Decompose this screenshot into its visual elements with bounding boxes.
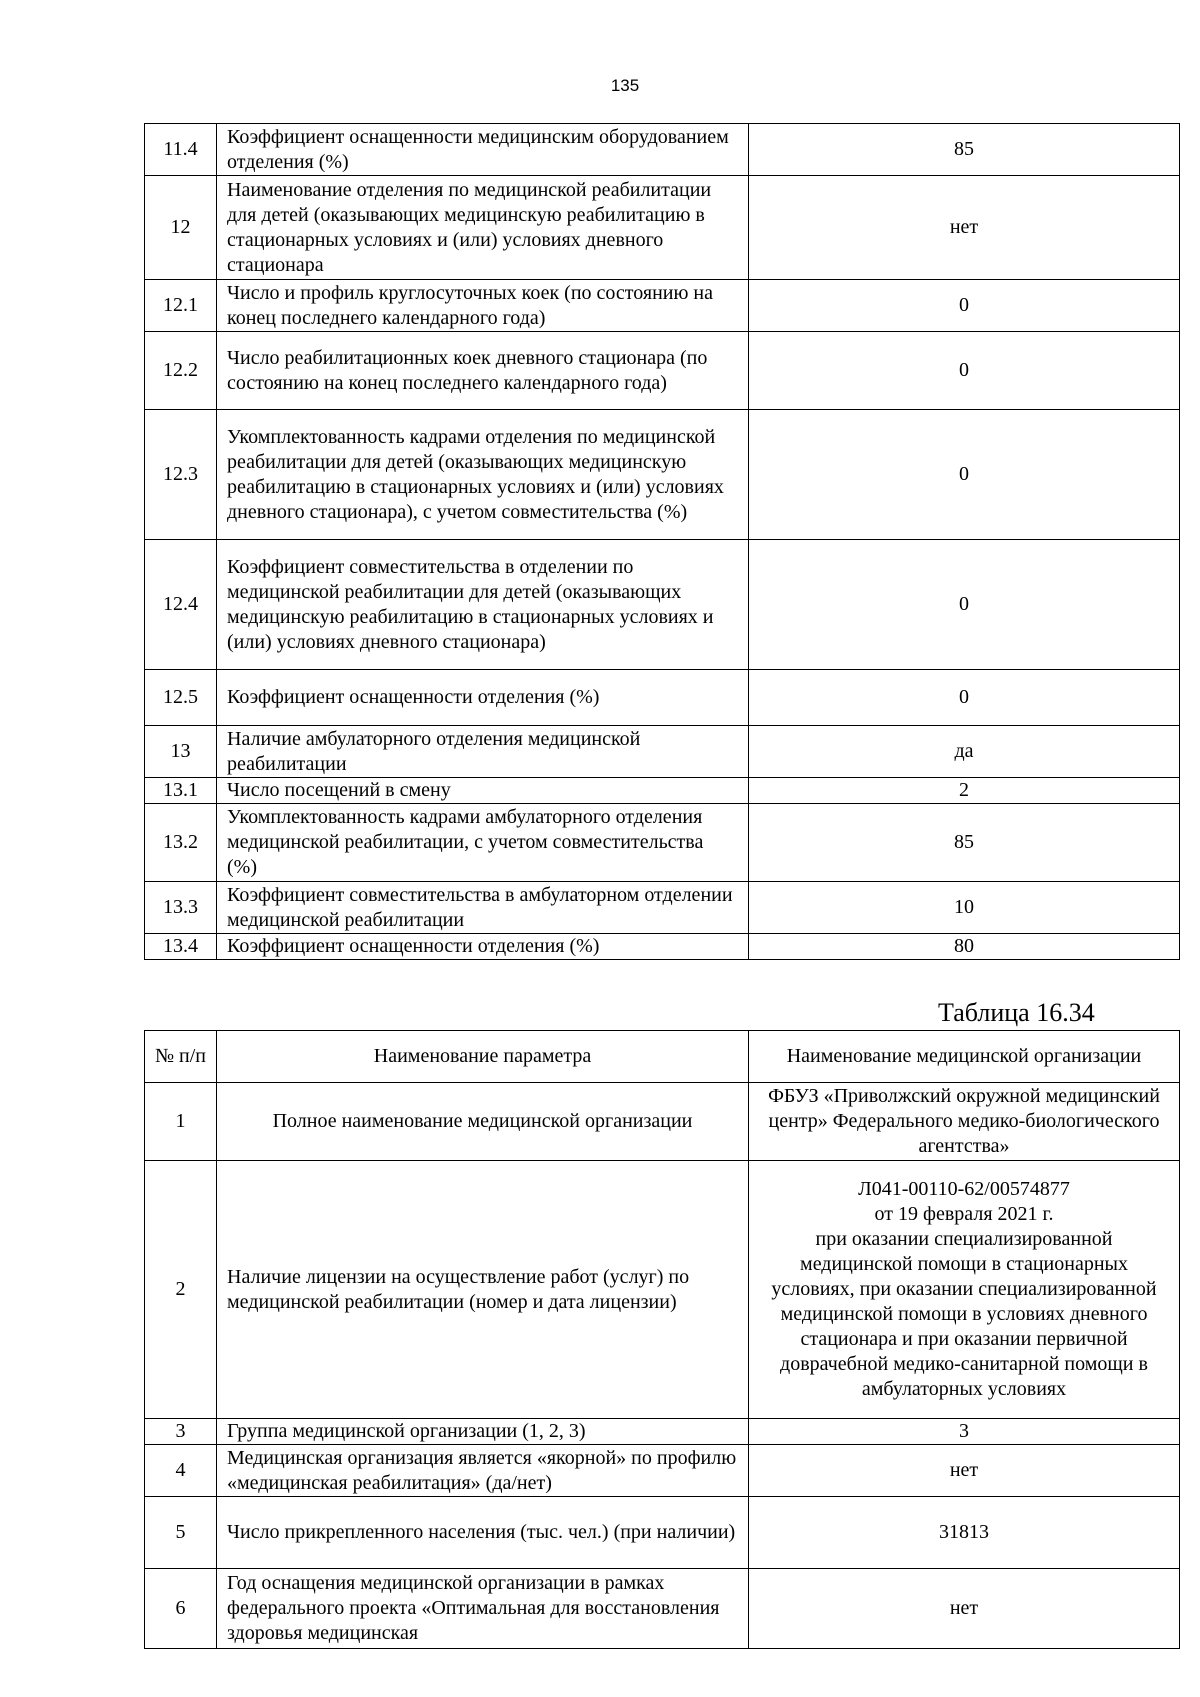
row-number: 12.1: [145, 280, 217, 332]
row-parameter: Наличие лицензии на осуществление работ (услуг) по медицинской реабилитации (номер и дата лицензии): [217, 1161, 749, 1419]
row-number: 13.1: [145, 778, 217, 804]
row-value: [749, 1161, 1180, 1419]
table-row: [145, 1445, 1180, 1497]
row-parameter: Число и профиль круглосуточных коек (по состоянию на конец последнего календарного года): [217, 280, 749, 332]
row-parameter: Число реабилитационных коек дневного стационара (по состоянию на конец последнего календарного года): [217, 332, 749, 410]
row-parameter: Укомплектованность кадрами амбулаторного отделения медицинской реабилитации, с учетом совместительства (%): [217, 804, 749, 882]
table-row: [145, 540, 1180, 670]
table-row: [145, 1083, 1180, 1161]
row-value: 3: [749, 1419, 1180, 1445]
row-value: 85: [749, 804, 1180, 882]
license-scope: при оказании специализированной медицинской помощи в стационарных условиях, при оказании специализированной медицинской помощи в условиях дневного стационара и при оказании первичной доврачебной медико-санитарной помощи в амбулаторных условиях: [771, 1228, 1157, 1400]
header-organization: Наименование медицинской организации: [749, 1031, 1180, 1083]
row-number: 6: [145, 1569, 217, 1649]
row-parameter: Наличие амбулаторного отделения медицинской реабилитации: [217, 726, 749, 778]
license-number: Л041-00110-62/00574877: [858, 1178, 1070, 1200]
parameters-table-continued: [144, 123, 1180, 960]
row-value: 0: [749, 410, 1180, 540]
row-value: да: [749, 726, 1180, 778]
table-row: [145, 280, 1180, 332]
table-row: [145, 882, 1180, 934]
table-row: [145, 726, 1180, 778]
row-parameter: Число посещений в смену: [217, 778, 749, 804]
row-parameter: Полное наименование медицинской организации: [217, 1083, 749, 1161]
row-parameter: Медицинская организация является «якорной» по профилю «медицинская реабилитация» (да/нет): [217, 1445, 749, 1497]
table-row: [145, 332, 1180, 410]
row-parameter: Число прикрепленного населения (тыс. чел.) (при наличии): [217, 1497, 749, 1569]
row-parameter: Коэффициент оснащенности отделения (%): [217, 934, 749, 960]
row-number: 13.3: [145, 882, 217, 934]
row-value: 85: [749, 124, 1180, 176]
table-row: [145, 1569, 1180, 1649]
table-row: [145, 1161, 1180, 1419]
row-number: 2: [145, 1161, 217, 1419]
table-row: [145, 778, 1180, 804]
row-value: 31813: [749, 1497, 1180, 1569]
row-number: 11.4: [145, 124, 217, 176]
row-number: 13.4: [145, 934, 217, 960]
page-number: 135: [610, 76, 640, 95]
row-value: ФБУЗ «Приволжский окружной медицинский центр» Федерального медико-биологического агентства»: [749, 1083, 1180, 1161]
row-parameter: Коэффициент оснащенности отделения (%): [217, 670, 749, 726]
table-row: [145, 1497, 1180, 1569]
row-value: нет: [749, 1445, 1180, 1497]
table-caption: Таблица 16.34: [938, 998, 1095, 1027]
row-number: 13: [145, 726, 217, 778]
row-number: 12.4: [145, 540, 217, 670]
row-value: 10: [749, 882, 1180, 934]
table-row: [145, 176, 1180, 280]
row-parameter: Группа медицинской организации (1, 2, 3): [217, 1419, 749, 1445]
row-parameter: Коэффициент совместительства в отделении по медицинской реабилитации для детей (оказывающих медицинскую реабилитацию в стационарных условиях и (или) условиях дневного стационара): [217, 540, 749, 670]
row-number: 12.3: [145, 410, 217, 540]
table-row: [145, 1419, 1180, 1445]
row-parameter: Наименование отделения по медицинской реабилитации для детей (оказывающих медицинскую реабилитацию в стационарных условиях и (или) условиях дневного стационара: [217, 176, 749, 280]
row-number: 13.2: [145, 804, 217, 882]
table-row: [145, 124, 1180, 176]
row-parameter: Коэффициент совместительства в амбулаторном отделении медицинской реабилитации: [217, 882, 749, 934]
row-parameter: Год оснащения медицинской организации в рамках федерального проекта «Оптимальная для восстановления здоровья медицинская: [217, 1569, 749, 1649]
table-row: [145, 410, 1180, 540]
row-parameter: Коэффициент оснащенности медицинским оборудованием отделения (%): [217, 124, 749, 176]
row-value: 0: [749, 332, 1180, 410]
table-header-row: [145, 1031, 1180, 1083]
row-number: 4: [145, 1445, 217, 1497]
row-value: 0: [749, 670, 1180, 726]
row-number: 12.5: [145, 670, 217, 726]
row-value: 0: [749, 280, 1180, 332]
row-number: 1: [145, 1083, 217, 1161]
header-number: № п/п: [145, 1031, 217, 1083]
row-number: 5: [145, 1497, 217, 1569]
table-row: [145, 670, 1180, 726]
row-number: 12: [145, 176, 217, 280]
organization-table: [144, 1030, 1180, 1649]
row-number: 12.2: [145, 332, 217, 410]
row-parameter: Укомплектованность кадрами отделения по медицинской реабилитации для детей (оказывающих медицинскую реабилитацию в стационарных условиях и (или) условиях дневного стационара), с учетом совместительства (%): [217, 410, 749, 540]
row-number: 3: [145, 1419, 217, 1445]
row-value: нет: [749, 1569, 1180, 1649]
row-value: 2: [749, 778, 1180, 804]
row-value: нет: [749, 176, 1180, 280]
row-value: 0: [749, 540, 1180, 670]
table-row: [145, 934, 1180, 960]
header-parameter: Наименование параметра: [217, 1031, 749, 1083]
table-row: [145, 804, 1180, 882]
row-value: 80: [749, 934, 1180, 960]
license-date: от 19 февраля 2021 г.: [874, 1203, 1054, 1225]
